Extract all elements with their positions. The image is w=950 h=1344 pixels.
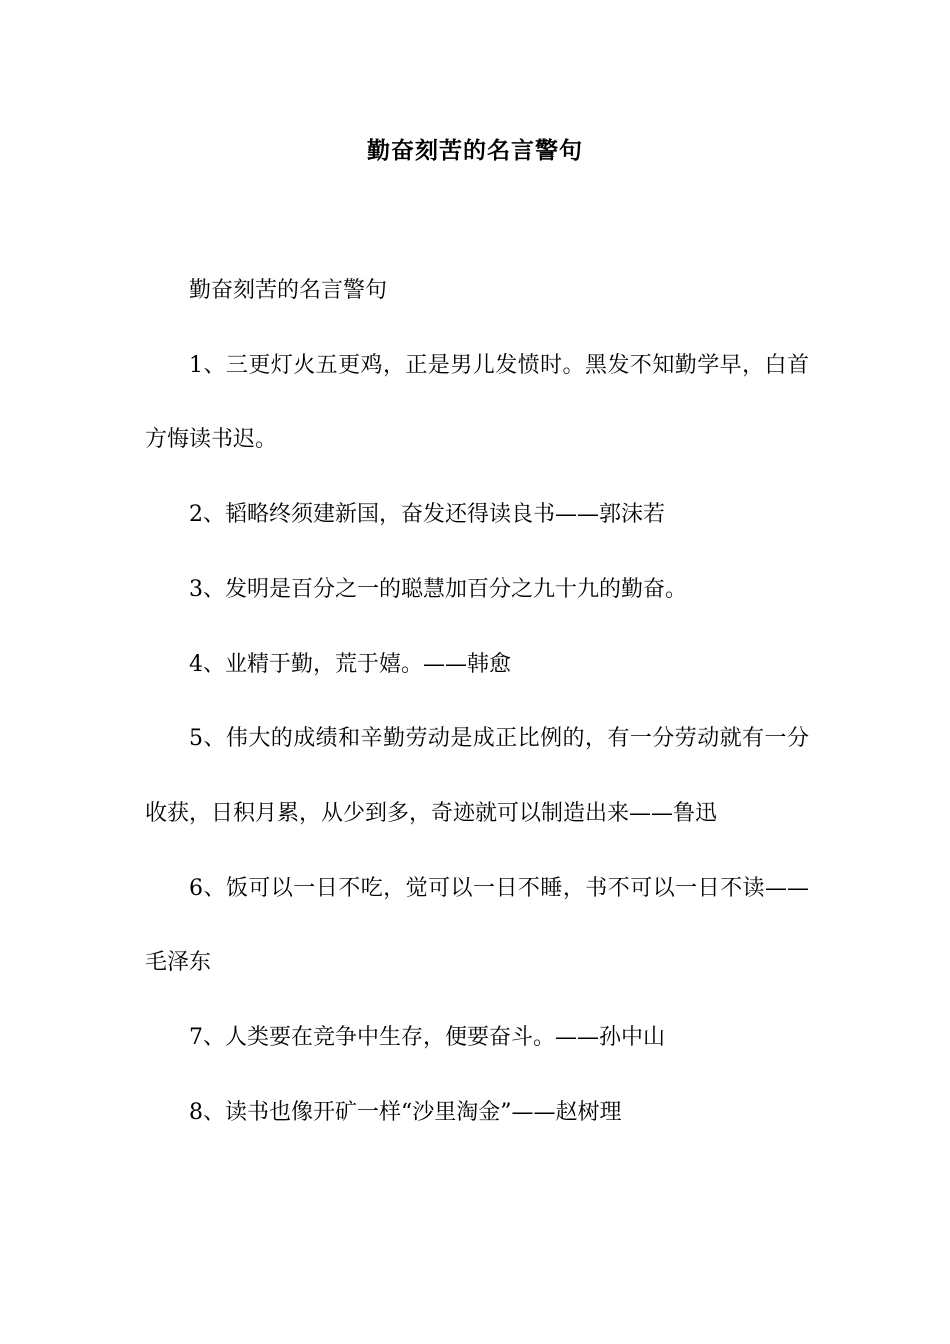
quote-paragraph: 1、三更灯火五更鸡，正是男儿发愤时。黑发不知勤学早，白首方悔读书迟。 bbox=[145, 352, 809, 453]
quote-paragraph: 8、读书也像开矿一样“沙里淘金”——赵树理 bbox=[189, 1099, 622, 1125]
quote-paragraph: 6、饭可以一日不吃，觉可以一日不睡，书不可以一日不读——毛泽东 bbox=[145, 875, 809, 976]
quote-paragraph: 5、伟大的成绩和辛勤劳动是成正比例的，有一分劳动就有一分收获，日积月累，从少到多，奇迹就可以制造出来——鲁迅 bbox=[145, 726, 809, 826]
quote-paragraph: 2、韬略终须建新国，奋发还得读良书——郭沫若 bbox=[189, 502, 665, 528]
quote-paragraph: 3、发明是百分之一的聪慧加百分之九十九的勤奋。 bbox=[189, 576, 687, 602]
quote-paragraph: 7、人类要在竞争中生存，便要奋斗。——孙中山 bbox=[189, 1025, 665, 1051]
document-title: 勤奋刻苦的名言警句 bbox=[367, 137, 583, 164]
document-body bbox=[145, 254, 809, 1150]
quote-paragraph: 4、业精于勤，荒于嬉。——韩愈 bbox=[189, 651, 511, 677]
paragraph-heading: 勤奋刻苦的名言警句 bbox=[189, 278, 388, 303]
